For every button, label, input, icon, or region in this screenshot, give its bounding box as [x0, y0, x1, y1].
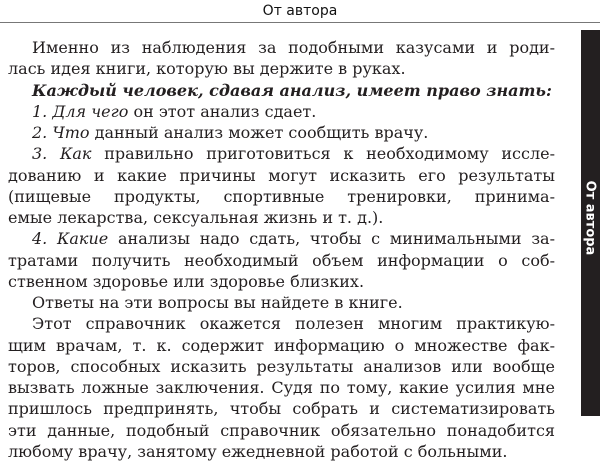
- line-text: Этот справочник окажется полезен многим практикую-: [32, 314, 555, 334]
- line-text: Именно из наблюдения за подобными казусами и роди-: [32, 38, 555, 57]
- text-line: [8, 143, 555, 164]
- text-line: [8, 271, 555, 292]
- italic-emphasis: 2. Что: [32, 123, 90, 142]
- line-text: тратами получить необходимый объем информации о соб-: [8, 250, 555, 270]
- line-text: данный анализ может сообщить врачу.: [89, 123, 429, 142]
- text-line: [8, 186, 555, 207]
- text-line: [8, 122, 555, 143]
- text-line: [8, 101, 555, 122]
- text-line: [8, 250, 555, 271]
- text-line: [8, 292, 555, 313]
- line-text: эти данные, подобный справочник обязательно понадобится: [8, 420, 555, 440]
- line-text: (пищевые продукты, спортивные тренировки, принима-: [8, 186, 555, 206]
- header-rule: [0, 22, 600, 23]
- line-text: торов, способных исказить результаты анализов или вообще: [8, 356, 555, 376]
- page-body-text: [8, 37, 555, 462]
- text-line: [8, 165, 555, 186]
- italic-emphasis: 4. Какие: [32, 229, 109, 249]
- line-text: щим врачам, т. к. содержит информацию о множестве фак-: [8, 335, 555, 355]
- text-line: [8, 398, 555, 419]
- line-text: емые лекарства, сексуальная жизнь и т. д.).: [8, 208, 384, 227]
- line-text: дованию и какие причины могут исказить его результаты: [8, 165, 555, 185]
- line-text: ственном здоровье или здоровье близких.: [8, 271, 365, 291]
- text-line: [8, 420, 555, 441]
- italic-emphasis: 1. Для чего: [32, 101, 129, 121]
- line-text: анализы надо сдать, чтобы с минимальными за-: [108, 229, 555, 249]
- line-text: вызвать ложные заключения. Судя по тому, какие усилия мне: [8, 378, 555, 397]
- line-text: лась идея книги, которую вы держите в руках.: [8, 59, 406, 79]
- text-line: [8, 313, 555, 334]
- line-text: правильно приготовиться к необходимому иссле-: [91, 144, 555, 164]
- text-line: [8, 335, 555, 356]
- text-line: [8, 377, 555, 398]
- line-text: он этот анализ сдает.: [128, 101, 317, 121]
- text-line: [8, 228, 555, 249]
- text-line: [8, 356, 555, 377]
- italic-emphasis: 3. Как: [32, 144, 92, 164]
- text-line: [8, 207, 555, 228]
- chapter-side-tab-label: От автора: [582, 180, 598, 256]
- line-text: пришлось предпринять, чтобы собрать и систематизировать: [8, 399, 555, 419]
- line-text: Ответы на эти вопросы вы найдете в книге.: [32, 293, 403, 312]
- italic-emphasis: Каждый человек, сдавая анализ, имеет право знать:: [32, 80, 552, 100]
- text-line: [8, 37, 555, 58]
- bold-italic-heading-line: [8, 80, 555, 101]
- text-line: [8, 58, 555, 79]
- line-text: любому врачу, занятому ежедневной работой с больными.: [8, 441, 508, 461]
- running-header: От автора: [262, 3, 338, 19]
- text-line: [8, 441, 555, 462]
